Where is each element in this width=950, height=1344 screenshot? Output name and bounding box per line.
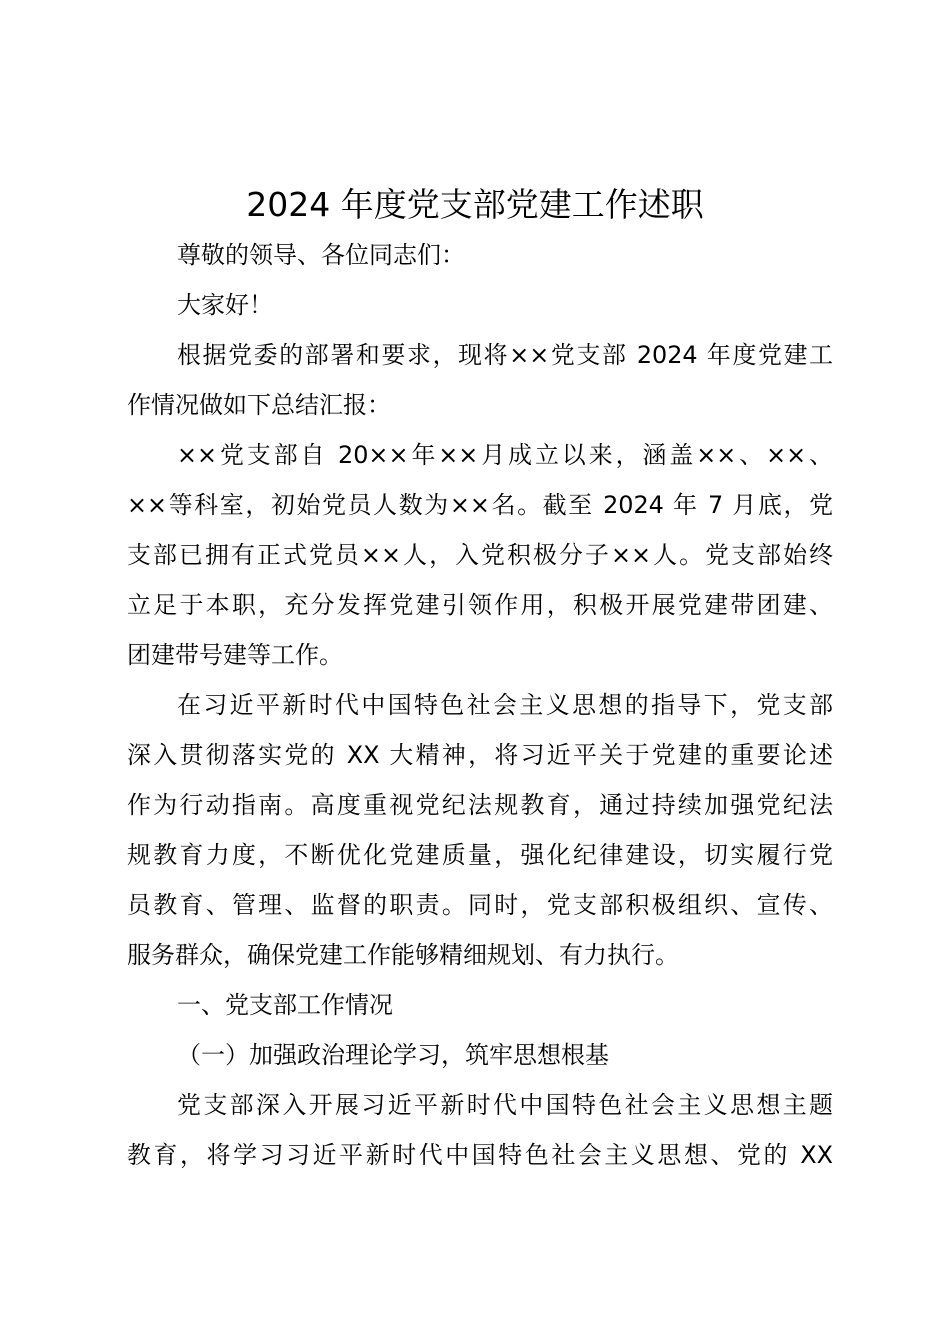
overview-line: ××党支部自 20××年××月成立以来，涵盖××、××、 (177, 441, 833, 469)
study-line: 党支部深入开展习近平新时代中国特色社会主义思想主题 (177, 1091, 833, 1119)
overview-line: ××等科室，初始党员人数为××名。截至 2024 年 7 月底，党 (127, 491, 833, 519)
overview-line: 支部已拥有正式党员××人，入党积极分子××人。党支部始终 (127, 541, 833, 569)
guidance-line: 作为行动指南。高度重视党纪法规教育，通过持续加强党纪法 (127, 791, 833, 819)
intro-line: 根据党委的部署和要求，现将××党支部 2024 年度党建工 (177, 341, 833, 369)
document-title: 2024 年度党支部党建工作述职 (246, 185, 704, 224)
guidance-line: 服务群众，确保党建工作能够精细规划、有力执行。 (127, 941, 679, 969)
guidance-line: 规教育力度，不断优化党建质量，强化纪律建设，切实履行党 (127, 841, 833, 869)
subsection-heading: （一）加强政治理论学习，筑牢思想根基 (177, 1041, 609, 1069)
overview-line: 团建带号建等工作。 (127, 641, 343, 669)
overview-line: 立足于本职，充分发挥党建引领作用，积极开展党建带团建、 (127, 591, 833, 619)
study-line: 教育，将学习习近平新时代中国特色社会主义思想、党的 XX (127, 1141, 833, 1169)
salutation: 尊敬的领导、各位同志们： (177, 241, 465, 269)
intro-line: 作情况做如下总结汇报： (127, 391, 391, 419)
guidance-line: 在习近平新时代中国特色社会主义思想的指导下，党支部 (177, 691, 833, 719)
guidance-line: 员教育、管理、监督的职责。同时，党支部积极组织、宣传、 (127, 891, 833, 919)
greeting: 大家好！ (177, 291, 273, 319)
section-heading: 一、党支部工作情况 (177, 991, 393, 1019)
guidance-line: 深入贯彻落实党的 XX 大精神，将习近平关于党建的重要论述 (127, 741, 833, 769)
